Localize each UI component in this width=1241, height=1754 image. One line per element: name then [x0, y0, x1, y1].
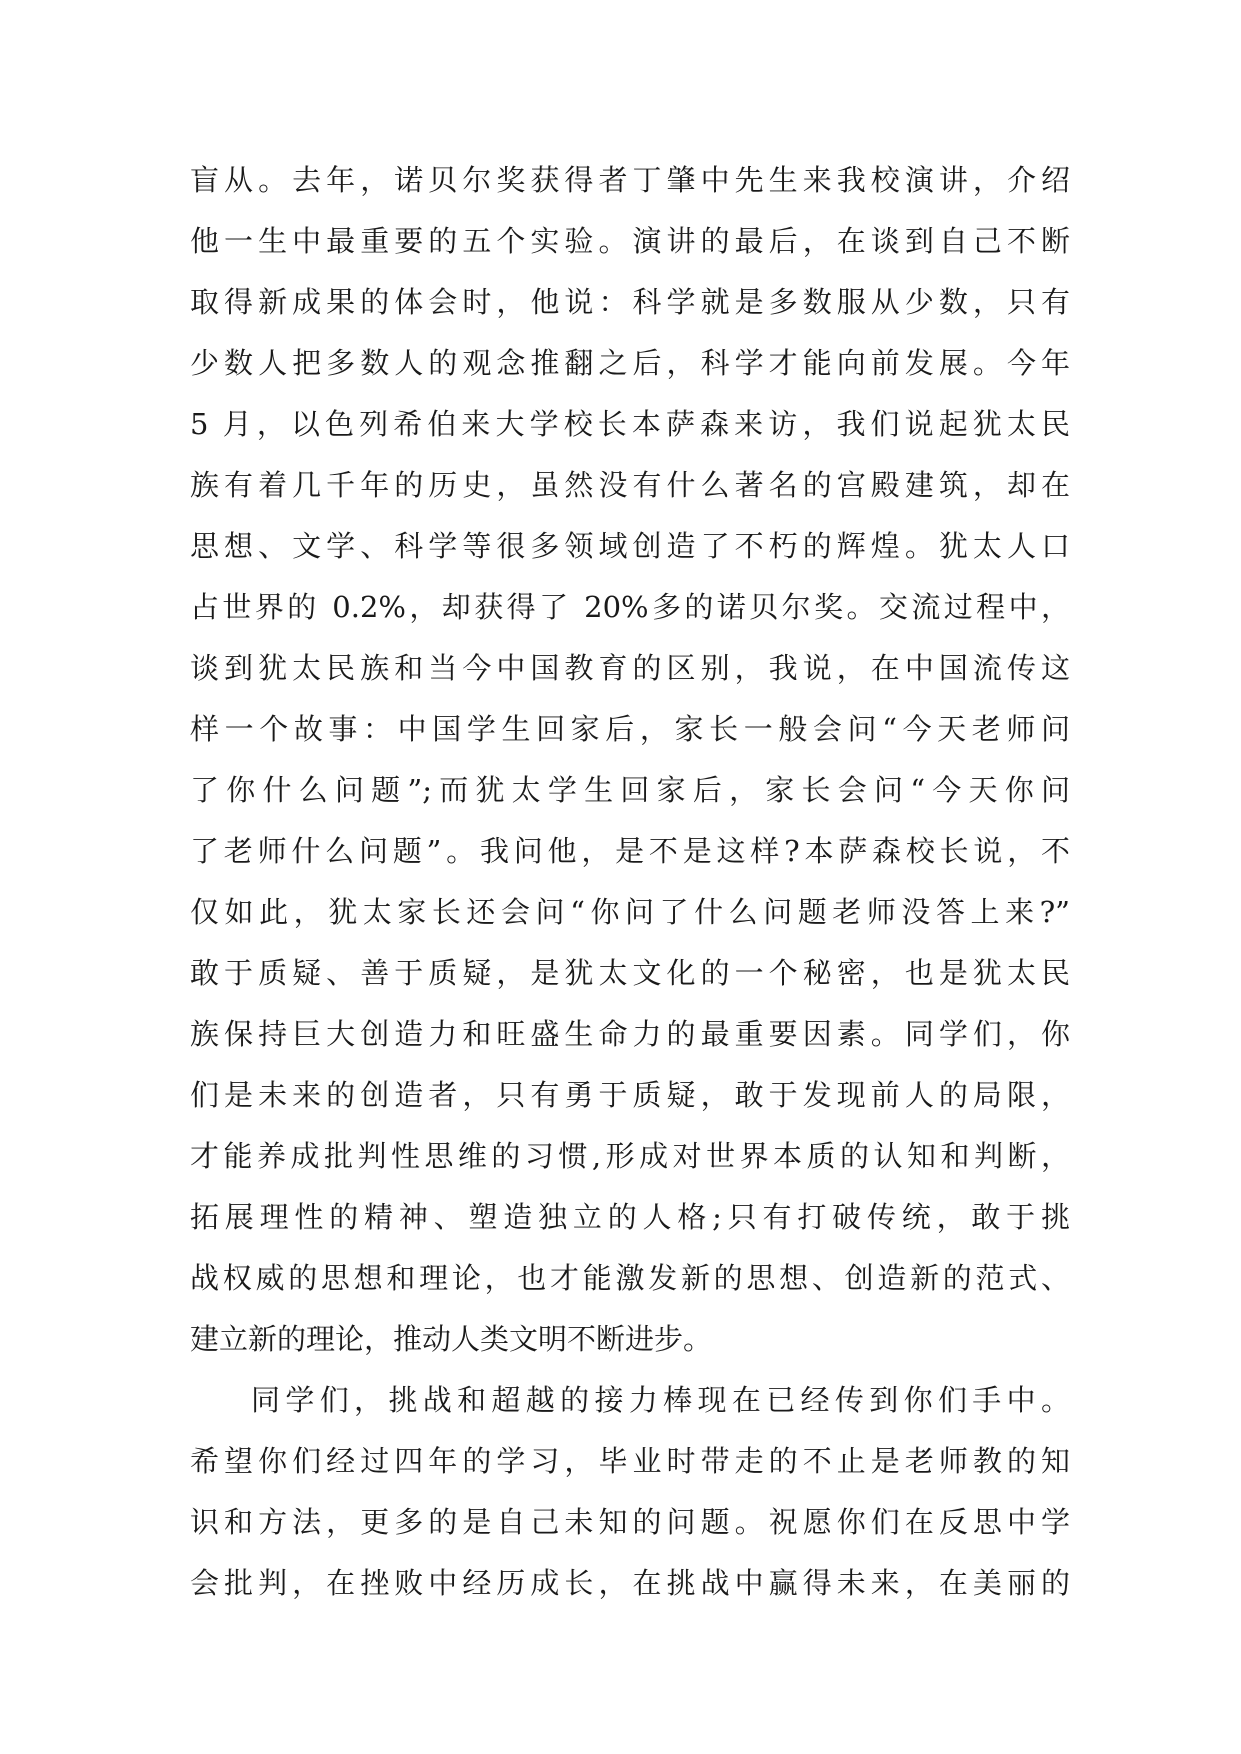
text-line: 同学们，挑战和超越的接力棒现在已经传到你们手中。 [251, 1383, 1070, 1417]
text-line: 谈到犹太民族和当今中国教育的区别，我说，在中国流传这 [190, 651, 1070, 685]
text-line: 少数人把多数人的观念推翻之后，科学才能向前发展。今年 [190, 346, 1070, 380]
body-text [190, 150, 1070, 1614]
text-line: 盲从。去年，诺贝尔奖获得者丁肇中先生来我校演讲，介绍 [190, 163, 1070, 197]
text-line: 他一生中最重要的五个实验。演讲的最后，在谈到自己不断 [190, 224, 1070, 258]
text-line: 族有着几千年的历史，虽然没有什么著名的宫殿建筑，却在 [190, 468, 1070, 502]
text-line: 战权威的思想和理论，也才能激发新的思想、创造新的范式、 [190, 1261, 1070, 1295]
text-line: 拓展理性的精神、塑造独立的人格;只有打破传统，敢于挑 [190, 1200, 1070, 1234]
text-line: 才能养成批判性思维的习惯,形成对世界本质的认知和判断， [190, 1139, 1070, 1173]
text-line: 敢于质疑、善于质疑，是犹太文化的一个秘密，也是犹太民 [190, 956, 1070, 990]
text-line: 族保持巨大创造力和旺盛生命力的最重要因素。同学们，你 [190, 1017, 1070, 1051]
paragraph [190, 150, 1070, 1370]
text-line: 希望你们经过四年的学习，毕业时带走的不止是老师教的知 [190, 1444, 1070, 1478]
text-line: 会批判，在挫败中经历成长，在挑战中赢得未来，在美丽的 [190, 1566, 1070, 1600]
paragraph [190, 1370, 1070, 1614]
text-line: 们是未来的创造者，只有勇于质疑，敢于发现前人的局限， [190, 1078, 1070, 1112]
text-line: 5 月，以色列希伯来大学校长本萨森来访，我们说起犹太民 [190, 407, 1070, 441]
text-line: 取得新成果的体会时，他说：科学就是多数服从少数，只有 [190, 285, 1070, 319]
text-line: 思想、文学、科学等很多领域创造了不朽的辉煌。犹太人口 [190, 529, 1070, 563]
text-line: 识和方法，更多的是自己未知的问题。祝愿你们在反思中学 [190, 1505, 1070, 1539]
text-line: 仅如此，犹太家长还会问“你问了什么问题老师没答上来?” [190, 895, 1070, 929]
text-line: 占世界的 0.2%，却获得了 20%多的诺贝尔奖。交流过程中， [190, 590, 1070, 624]
text-line: 样一个故事：中国学生回家后，家长一般会问“今天老师问 [190, 712, 1070, 746]
text-line: 了老师什么问题”。我问他，是不是这样?本萨森校长说，不 [190, 834, 1070, 868]
text-line: 建立新的理论，推动人类文明不断进步。 [190, 1322, 713, 1356]
text-line: 了你什么问题”;而犹太学生回家后，家长会问“今天你问 [190, 773, 1070, 807]
